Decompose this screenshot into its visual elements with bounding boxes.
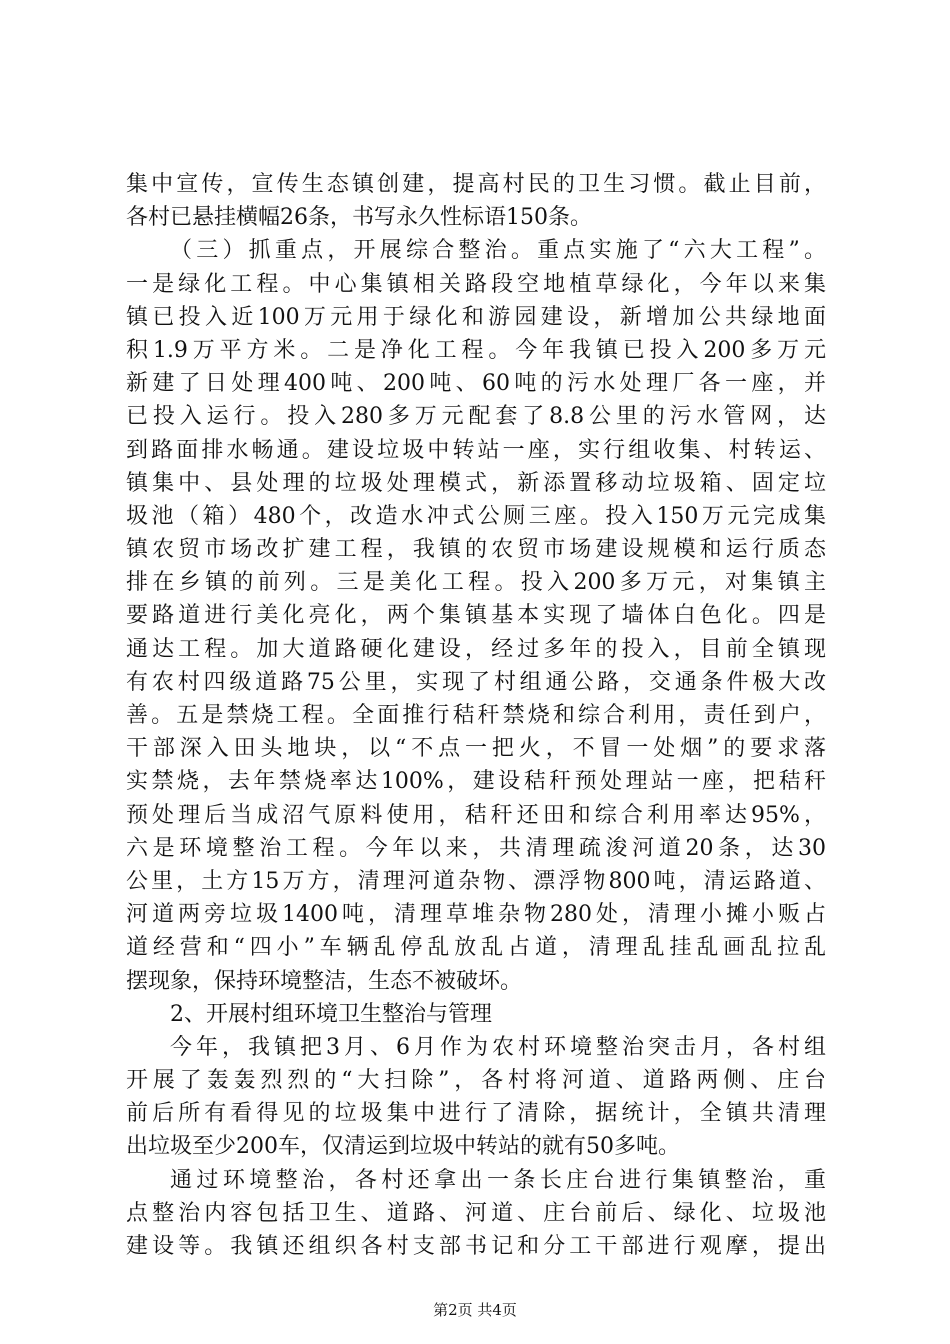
text-line: 一是绿化工程。中心集镇相关路段空地植草绿化，今年以来集 <box>126 271 826 297</box>
text-line: 通达工程。加大道路硬化建设，经过多年的投入，目前全镇现 <box>126 636 826 662</box>
text-line: 开展了轰轰烈烈的“大扫除”，各村将河道、道路两侧、庄台 <box>126 1068 826 1094</box>
text-line: （三）抓重点，开展综合整治。重点实施了“六大工程”。 <box>170 238 826 264</box>
text-line: 干部深入田头地块，以“不点一把火，不冒一处烟”的要求落 <box>126 736 826 762</box>
text-line: 今年，我镇把3月、6月作为农村环境整治突击月，各村组 <box>170 1034 826 1060</box>
page-number-footer: 第2页 共4页 <box>433 1301 517 1319</box>
text-line: 集中宣传，宣传生态镇创建，提高村民的卫生习惯。截止目前， <box>126 172 826 197</box>
text-line: 道经营和“四小”车辆乱停乱放乱占道，清理乱挂乱画乱拉乱 <box>126 935 826 961</box>
text-line: 镇农贸市场改扩建工程，我镇的农贸市场建设规模和运行质态 <box>126 537 826 563</box>
text-line: 到路面排水畅通。建设垃圾中转站一座，实行组收集、村转运、 <box>126 437 826 463</box>
text-line: 排在乡镇的前列。三是美化工程。投入200多万元，对集镇主 <box>126 570 826 596</box>
text-line: 已投入运行。投入280多万元配套了8.8公里的污水管网，达 <box>126 404 826 430</box>
document-body <box>126 168 826 1263</box>
text-line: 预处理后当成沼气原料使用，秸秆还田和综合利用率达95%， <box>126 802 826 828</box>
text-line: 前后所有看得见的垃圾集中进行了清除，据统计，全镇共清理 <box>126 1101 826 1127</box>
text-line: 通过环境整治，各村还拿出一条长庄台进行集镇整治，重 <box>170 1167 826 1193</box>
text-line: 实禁烧，去年禁烧率达100%，建设秸秆预处理站一座，把秸秆 <box>126 769 826 795</box>
text-line: 善。五是禁烧工程。全面推行秸秆禁烧和综合利用，责任到户， <box>126 703 826 728</box>
text-line: 圾池（箱）480个，改造水冲式公厕三座。投入150万元完成集 <box>126 503 826 529</box>
text-line: 镇已投入近100万元用于绿化和游园建设，新增加公共绿地面 <box>126 304 826 330</box>
text-line: 要路道进行美化亮化，两个集镇基本实现了墙体白色化。四是 <box>126 603 826 629</box>
text-line: 公里，土方15万方，清理河道杂物、漂浮物800吨，清运路道、 <box>126 868 826 894</box>
section-heading: 2、开展村组环境卫生整治与管理 <box>170 1001 492 1027</box>
text-line: 出垃圾至少200车，仅清运到垃圾中转站的就有50多吨。 <box>126 1134 680 1160</box>
text-line: 新建了日处理400吨、200吨、60吨的污水处理厂各一座，并 <box>126 371 826 397</box>
text-line: 摆现象，保持环境整洁，生态不被破坏。 <box>126 968 523 994</box>
text-line: 六是环境整治工程。今年以来，共清理疏浚河道20条，达30 <box>126 835 826 861</box>
text-line: 有农村四级道路75公里，实现了村组通公路，交通条件极大改 <box>126 669 826 695</box>
text-line: 镇集中、县处理的垃圾处理模式，新添置移动垃圾箱、固定垃 <box>126 470 826 496</box>
text-line: 河道两旁垃圾1400吨，清理草堆杂物280处，清理小摊小贩占 <box>126 902 826 928</box>
text-line: 各村已悬挂横幅26条，书写永久性标语150条。 <box>126 205 592 231</box>
text-line: 积1.9万平方米。二是净化工程。今年我镇已投入200多万元 <box>126 337 826 363</box>
text-line: 点整治内容包括卫生、道路、河道、庄台前后、绿化、垃圾池 <box>126 1200 826 1226</box>
text-line: 建设等。我镇还组织各村支部书记和分工干部进行观摩，提出 <box>126 1234 826 1259</box>
